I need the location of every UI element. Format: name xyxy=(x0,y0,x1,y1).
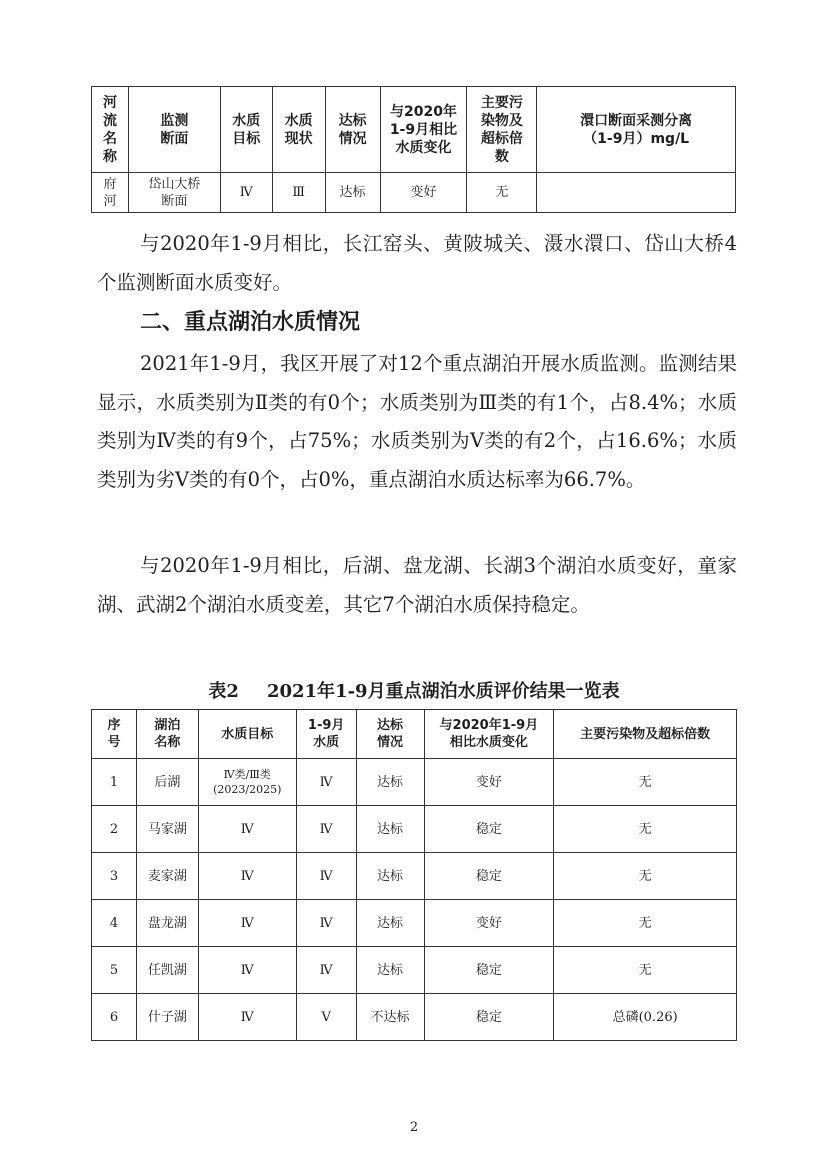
table-cell xyxy=(356,994,424,1041)
table2-header-pollutant xyxy=(554,710,737,759)
table-cell xyxy=(554,759,737,806)
cell-text: Ⅳ xyxy=(240,915,254,931)
header-cell-text: 水质 目标 xyxy=(232,112,261,147)
cell-text: 3 xyxy=(109,868,119,884)
table-cell xyxy=(296,853,356,900)
river-section-table xyxy=(91,86,736,213)
cell-text: 1 xyxy=(109,774,119,790)
table-cell xyxy=(92,759,137,806)
cell-text: 不达标 xyxy=(370,1009,410,1025)
table-cell xyxy=(128,173,220,213)
table-cell xyxy=(296,994,356,1041)
cell-text: 马家湖 xyxy=(147,821,187,837)
cell-text: Ⅳ xyxy=(240,962,254,978)
table-cell xyxy=(272,173,325,213)
table1-header-change xyxy=(380,87,467,173)
cell-text: Ⅳ xyxy=(319,821,333,837)
cell-text: 变好 xyxy=(410,185,437,200)
cell-text: 5 xyxy=(109,962,119,978)
table-row xyxy=(92,173,736,213)
header-cell-text: 湖泊 名称 xyxy=(154,718,181,750)
cell-text: Ⅳ xyxy=(319,868,333,884)
cell-text: 达标 xyxy=(377,915,404,931)
table1-header-river xyxy=(92,87,129,173)
header-cell-text: 序 号 xyxy=(107,718,121,750)
table-cell xyxy=(467,173,537,213)
paragraph-lake-monitoring: 2021年1-9月，我区开展了对12个重点湖泊开展水质监测。监测结果显示，水质类别为Ⅱ类的有0个；水质类别为Ⅲ类的有1个，占8.4%；水质类别为Ⅳ类的有9个，占75%；水质类别为Ⅴ类的有2个，占16.6%；水质类别为劣Ⅴ类的有0个，占0%，重点湖泊水质达标率为66.7%。 xyxy=(97,352,737,491)
section-heading-lakes: 二、重点湖泊水质情况 xyxy=(140,310,361,335)
cell-text: 府 河 xyxy=(103,176,117,209)
table2-caption xyxy=(0,677,828,703)
cell-text: Ⅳ xyxy=(319,774,333,790)
table-cell xyxy=(356,947,424,994)
paragraph-section-improvement: 与2020年1-9月相比，长江窑头、黄陂城关、滠水澴口、岱山大桥4个监测断面水质变好。 xyxy=(97,232,737,294)
cell-text: 无 xyxy=(638,868,652,884)
table-row xyxy=(92,947,737,994)
cell-text: Ⅴ xyxy=(321,1009,331,1025)
cell-text: 2 xyxy=(109,821,119,837)
table-cell xyxy=(424,900,554,947)
table-cell xyxy=(424,759,554,806)
table-cell xyxy=(136,947,198,994)
cell-text: 达标 xyxy=(377,821,404,837)
table-cell xyxy=(92,947,137,994)
table-row xyxy=(92,806,737,853)
table-cell xyxy=(296,947,356,994)
table-row xyxy=(92,900,737,947)
table-cell xyxy=(136,806,198,853)
cell-text: 达标 xyxy=(377,868,404,884)
table-cell xyxy=(198,853,296,900)
header-cell-text: 达标 情况 xyxy=(338,112,367,147)
table2-header-index xyxy=(92,710,137,759)
table-cell xyxy=(136,900,198,947)
cell-text: Ⅳ xyxy=(240,868,254,884)
cell-text: 麦家湖 xyxy=(147,868,187,884)
table-cell xyxy=(92,994,137,1041)
table-cell xyxy=(296,806,356,853)
table-cell xyxy=(356,900,424,947)
table2-header-change xyxy=(424,710,554,759)
table-cell xyxy=(92,900,137,947)
table1-header-pollutant xyxy=(467,87,537,173)
cell-text: 无 xyxy=(638,962,652,978)
table-cell xyxy=(356,853,424,900)
table-cell xyxy=(554,994,737,1041)
cell-text: Ⅳ xyxy=(319,915,333,931)
cell-text: 总磷(0.26) xyxy=(612,1009,678,1025)
table1-header-sampling xyxy=(537,87,736,173)
table-cell xyxy=(92,173,129,213)
table-cell xyxy=(356,759,424,806)
cell-text: 任凯湖 xyxy=(147,962,187,978)
table-cell xyxy=(220,173,272,213)
table-cell xyxy=(296,759,356,806)
header-cell-text: 与2020年1-9月 相比水质变化 xyxy=(439,718,539,750)
cell-text: Ⅳ xyxy=(319,962,333,978)
cell-text: 盘龙湖 xyxy=(147,915,187,931)
table-cell xyxy=(325,173,380,213)
table-cell xyxy=(92,853,137,900)
table-cell xyxy=(198,759,296,806)
table-cell xyxy=(537,173,736,213)
cell-text: 后湖 xyxy=(154,774,181,790)
cell-text: 什子湖 xyxy=(147,1009,187,1025)
cell-text: 无 xyxy=(495,185,509,200)
header-cell-text: 主要污 染物及 超标倍 数 xyxy=(480,94,523,165)
header-cell-text: 1-9月 水质 xyxy=(307,718,345,750)
cell-text: 达标 xyxy=(339,185,366,200)
table1-header-row xyxy=(92,87,736,173)
table-cell xyxy=(136,853,198,900)
cell-text: Ⅳ xyxy=(240,1009,254,1025)
table-cell xyxy=(136,759,198,806)
cell-text: 无 xyxy=(638,774,652,790)
cell-text: 达标 xyxy=(377,962,404,978)
table-cell xyxy=(424,947,554,994)
table1-header-section xyxy=(128,87,220,173)
table-cell xyxy=(198,806,296,853)
cell-text: 4 xyxy=(109,915,119,931)
table-cell xyxy=(424,994,554,1041)
table2-header-compliance xyxy=(356,710,424,759)
header-cell-text: 澴口断面采测分离 （1-9月）mg/L xyxy=(580,112,693,147)
lake-evaluation-table xyxy=(91,709,737,1041)
header-cell-text: 水质 现状 xyxy=(284,112,313,147)
table2-header-target xyxy=(198,710,296,759)
cell-text: 达标 xyxy=(377,774,404,790)
table-cell xyxy=(198,994,296,1041)
header-cell-text: 达标 情况 xyxy=(377,718,404,750)
cell-text: 稳定 xyxy=(475,1009,502,1025)
cell-text: Ⅲ xyxy=(292,185,305,200)
table-cell xyxy=(554,806,737,853)
table-cell xyxy=(296,900,356,947)
cell-text: 无 xyxy=(638,915,652,931)
cell-text: 变好 xyxy=(475,774,502,790)
header-cell-text: 水质目标 xyxy=(221,726,274,742)
header-cell-text: 与2020年 1-9月相比 水质变化 xyxy=(389,103,458,156)
header-cell-text: 监测 断面 xyxy=(160,112,189,147)
table-cell xyxy=(554,947,737,994)
cell-text: 变好 xyxy=(475,915,502,931)
table-cell xyxy=(380,173,467,213)
table-cell xyxy=(92,806,137,853)
table-cell xyxy=(554,853,737,900)
cell-text: 岱山大桥 断面 xyxy=(148,176,201,209)
table-cell xyxy=(554,900,737,947)
cell-text: Ⅳ类/Ⅲ类 (2023/2025) xyxy=(213,768,282,796)
table-row xyxy=(92,994,737,1041)
cell-text: Ⅳ xyxy=(239,185,253,200)
header-cell-text: 主要污染物及超标倍数 xyxy=(580,726,711,742)
cell-text: 稳定 xyxy=(475,868,502,884)
table1-header-compliance xyxy=(325,87,380,173)
header-cell-text: 河 流 名 称 xyxy=(102,94,117,165)
table-cell xyxy=(424,806,554,853)
table-cell xyxy=(356,806,424,853)
table-cell xyxy=(198,947,296,994)
cell-text: 稳定 xyxy=(475,821,502,837)
table2-caption-title: 2021年1-9月重点湖泊水质评价结果一览表 xyxy=(266,681,620,702)
cell-text: 无 xyxy=(638,821,652,837)
table1-header-target xyxy=(220,87,272,173)
cell-text: 6 xyxy=(109,1009,119,1025)
table-row xyxy=(92,759,737,806)
table-cell xyxy=(198,900,296,947)
page-number: 2 xyxy=(409,1120,419,1135)
table-row xyxy=(92,853,737,900)
table2-caption-label: 表2 xyxy=(208,681,239,702)
table2-header-lake xyxy=(136,710,198,759)
cell-text: 稳定 xyxy=(475,962,502,978)
table-cell xyxy=(136,994,198,1041)
table2-header-quality xyxy=(296,710,356,759)
table-cell xyxy=(424,853,554,900)
table1-header-status xyxy=(272,87,325,173)
paragraph-lake-comparison: 与2020年1-9月相比，后湖、盘龙湖、长湖3个湖泊水质变好，童家湖、武湖2个湖泊水质变差，其它7个湖泊水质保持稳定。 xyxy=(97,554,737,616)
cell-text: Ⅳ xyxy=(240,821,254,837)
table2-header-row xyxy=(92,710,737,759)
